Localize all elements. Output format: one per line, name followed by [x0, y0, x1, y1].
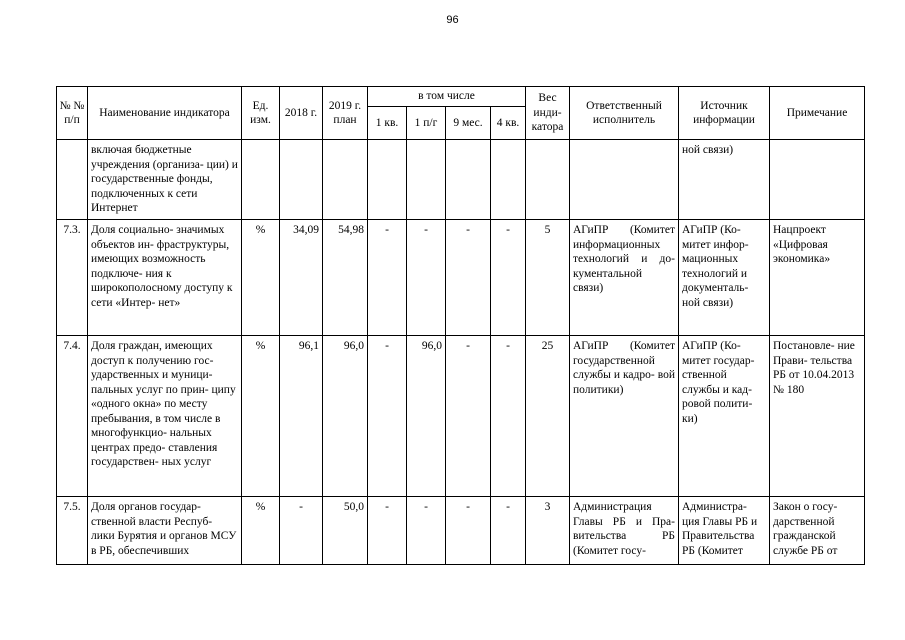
header-2019: 2019 г. план — [323, 87, 368, 140]
cell-q4: - — [491, 220, 526, 336]
cell-weight: 3 — [526, 497, 570, 565]
cell-h1: - — [407, 220, 446, 336]
cell-2019: 54,98 — [323, 220, 368, 336]
cell-q1: - — [368, 220, 407, 336]
cell-note — [770, 140, 865, 220]
table-row — [57, 140, 865, 220]
header-unit: Ед. изм. — [242, 87, 280, 140]
cell-num: 7.3. — [57, 220, 88, 336]
cell-2019: 96,0 — [323, 336, 368, 497]
cell-unit: % — [242, 497, 280, 565]
cell-q4: - — [491, 336, 526, 497]
indicators-table — [56, 86, 865, 565]
header-q1: 1 кв. — [368, 107, 407, 140]
cell-h1: - — [407, 497, 446, 565]
cell-num — [57, 140, 88, 220]
cell-source: ной связи) — [679, 140, 770, 220]
cell-responsible: АГиПР (Комитет информационных технологий и до- кументальной связи) — [570, 220, 679, 336]
header-name: Наименование индикатора — [88, 87, 242, 140]
cell-9m: - — [446, 497, 491, 565]
cell-unit: % — [242, 336, 280, 497]
header-including: в том числе — [368, 87, 526, 107]
cell-name: Доля социально- значимых объектов ин- фраструктуры, имеющих возможность подключе- ния к широкополосному доступу к сети «Интер- нет» — [88, 220, 242, 336]
page-number: 96 — [446, 14, 459, 26]
cell-source: АГиПР (Ко- митет инфор- мационных технологий и документаль- ной связи) — [679, 220, 770, 336]
cell-2018: 96,1 — [280, 336, 323, 497]
cell-2019: 50,0 — [323, 497, 368, 565]
cell-weight: 25 — [526, 336, 570, 497]
header-9m: 9 мес. — [446, 107, 491, 140]
table-row — [57, 497, 865, 565]
header-source: Источник информации — [679, 87, 770, 140]
cell-h1: 96,0 — [407, 336, 446, 497]
cell-responsible: АГиПР (Комитет государственной службы и кадро- вой политики) — [570, 336, 679, 497]
cell-2018 — [280, 140, 323, 220]
cell-responsible — [570, 140, 679, 220]
header-h1: 1 п/г — [407, 107, 446, 140]
cell-note: Нацпроект «Цифровая экономика» — [770, 220, 865, 336]
cell-9m — [446, 140, 491, 220]
header-note: Примечание — [770, 87, 865, 140]
cell-unit — [242, 140, 280, 220]
cell-name: Доля органов государ- ственной власти Респуб- лики Бурятия и органов МСУ в РБ, обеспечивших — [88, 497, 242, 565]
cell-source: Администра- ция Главы РБ и Правительства РБ (Комитет — [679, 497, 770, 565]
cell-num: 7.4. — [57, 336, 88, 497]
cell-name: Доля граждан, имеющих доступ к получению гос- ударственных и муници- пальных услуг по прин- ципу «одного окна» по месту пребывания, в том числе в многофункцио- нальных центрах предо- ставления государствен- ных услуг — [88, 336, 242, 497]
cell-9m: - — [446, 336, 491, 497]
cell-num: 7.5. — [57, 497, 88, 565]
cell-q1: - — [368, 497, 407, 565]
cell-weight: 5 — [526, 220, 570, 336]
cell-2018: 34,09 — [280, 220, 323, 336]
header-responsible: Ответственный исполнитель — [570, 87, 679, 140]
cell-weight — [526, 140, 570, 220]
cell-note: Постановле- ние Прави- тельства РБ от 10.04.2013 № 180 — [770, 336, 865, 497]
cell-q1: - — [368, 336, 407, 497]
header-row — [57, 87, 865, 107]
cell-responsible: Администрация Главы РБ и Пра- вительства РБ (Комитет госу- — [570, 497, 679, 565]
header-num: № № п/п — [57, 87, 88, 140]
cell-q4 — [491, 140, 526, 220]
cell-source: АГиПР (Ко- митет государ- ственной службы и кад- ровой полити- ки) — [679, 336, 770, 497]
cell-2019 — [323, 140, 368, 220]
cell-q4: - — [491, 497, 526, 565]
cell-2018: - — [280, 497, 323, 565]
cell-9m: - — [446, 220, 491, 336]
cell-note: Закон о госу- дарственной гражданской службе РБ от — [770, 497, 865, 565]
table-row — [57, 220, 865, 336]
header-weight: Вес инди- катора — [526, 87, 570, 140]
cell-h1 — [407, 140, 446, 220]
cell-unit: % — [242, 220, 280, 336]
header-q4: 4 кв. — [491, 107, 526, 140]
cell-name: включая бюджетные учреждения (организа- ции) и государственные фонды, подключенных к сети Интернет — [88, 140, 242, 220]
table-row — [57, 336, 865, 497]
header-2018: 2018 г. — [280, 87, 323, 140]
cell-q1 — [368, 140, 407, 220]
